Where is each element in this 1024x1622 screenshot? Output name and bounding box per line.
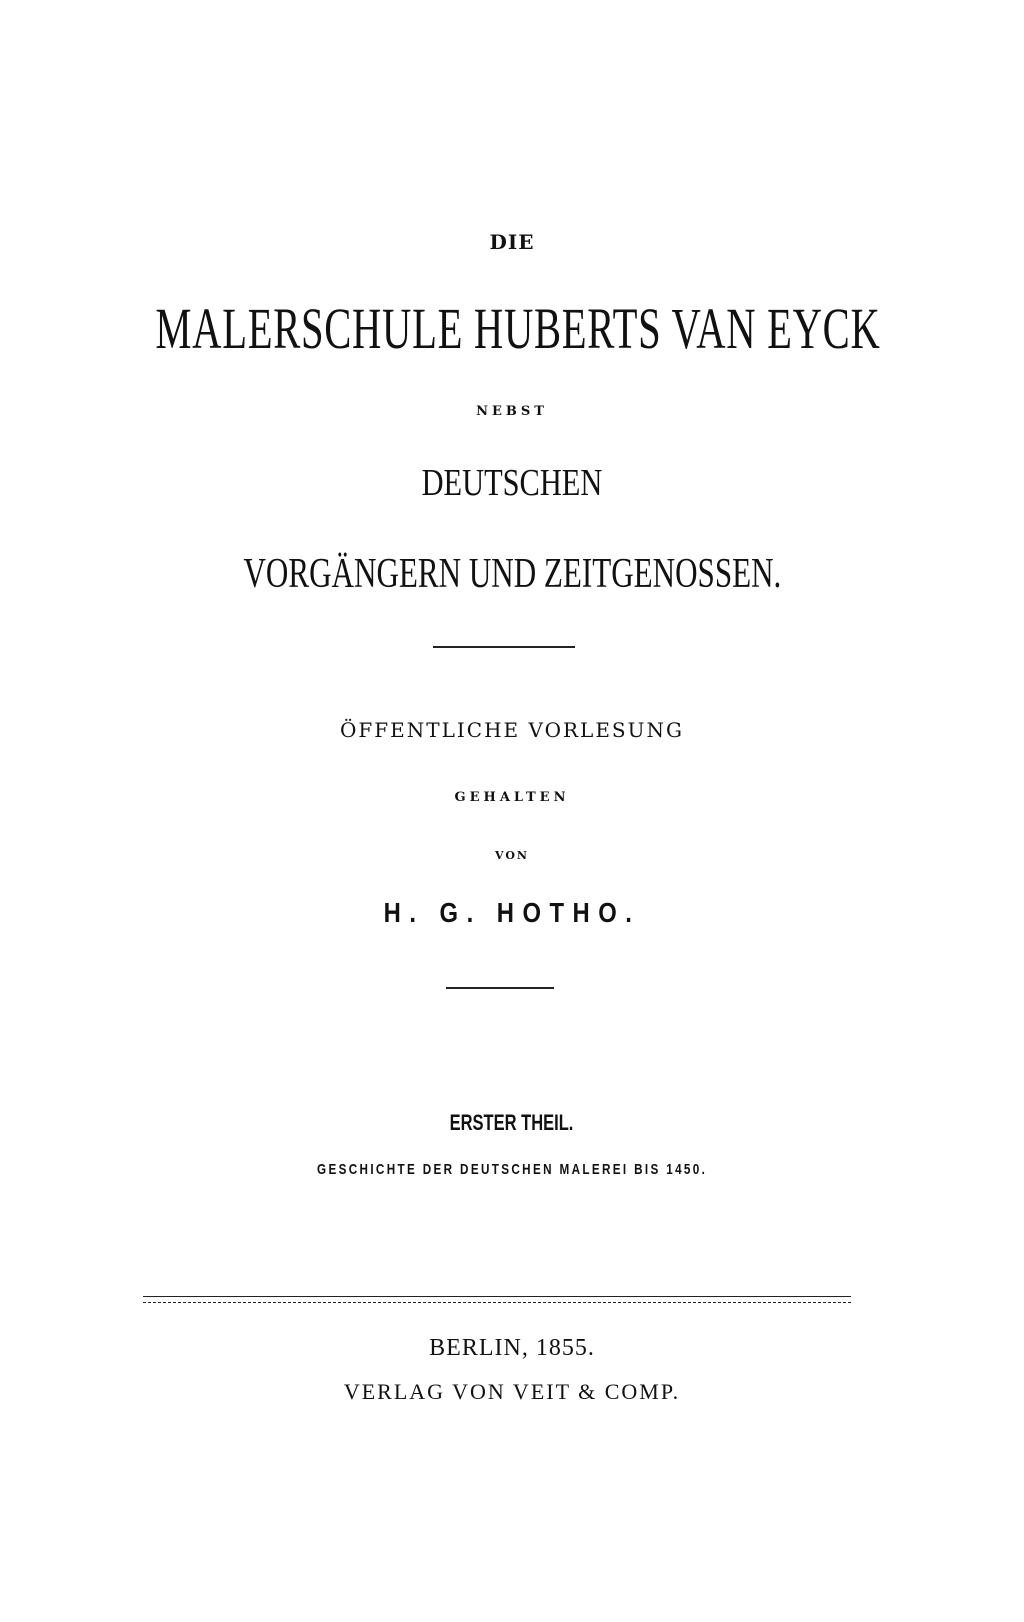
lecture-text: ÖFFENTLICHE VORLESUNG <box>340 718 684 742</box>
nebst-text: NEBST <box>476 404 548 419</box>
subtitle-line-1 <box>0 464 1024 502</box>
double-rule-bottom <box>143 1302 851 1303</box>
subtitle-1: DEUTSCHEN <box>421 462 603 504</box>
nebst-line <box>0 403 1024 419</box>
author-name: H. G. HOTHO. <box>383 897 641 928</box>
article-line <box>0 232 1024 253</box>
main-title: MALERSCHULE HUBERTS VAN EYCK <box>155 296 881 361</box>
article-text: DIE <box>489 230 535 254</box>
von-line <box>0 847 1024 863</box>
double-rule-top <box>143 1296 851 1297</box>
volume-line <box>0 1112 1024 1134</box>
volume-text: ERSTER THEIL. <box>450 1110 574 1135</box>
place-year: BERLIN, 1855. <box>429 1335 595 1361</box>
publisher-line <box>0 1381 1024 1403</box>
place-year-line <box>0 1336 1024 1360</box>
subtitle-line-2 <box>0 553 1024 595</box>
volume-subject: GESCHICHTE DER DEUTSCHEN MALEREI BIS 1450. <box>316 1161 708 1178</box>
gehalten-text: GEHALTEN <box>454 790 570 805</box>
divider-rule-2 <box>446 987 554 989</box>
volume-subject-line <box>0 1162 1024 1178</box>
lecture-line <box>0 720 1024 741</box>
subtitle-2: VORGÄNGERN UND ZEITGENOSSEN. <box>243 551 781 597</box>
author-line <box>0 899 1024 927</box>
main-title-line <box>0 296 1024 361</box>
von-text: VON <box>495 849 529 862</box>
divider-rule-1 <box>433 646 575 648</box>
publisher: VERLAG VON VEIT & COMP. <box>343 1379 681 1404</box>
gehalten-line <box>0 789 1024 805</box>
